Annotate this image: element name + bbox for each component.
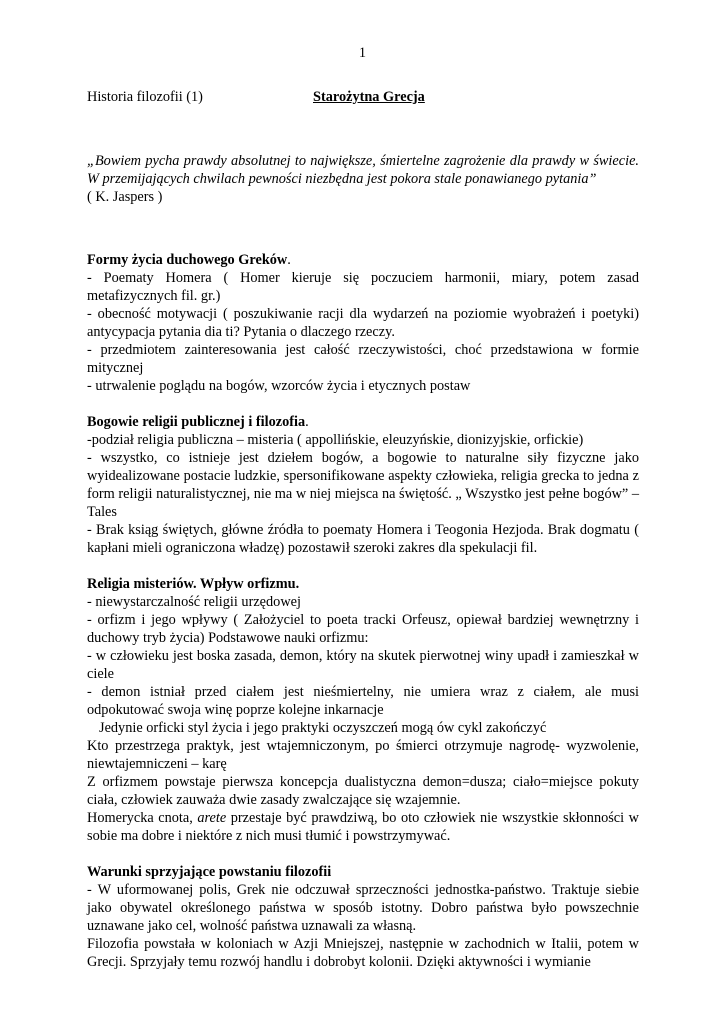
paragraph: Kto przestrzega praktyk, jest wtajemniczonym, po śmierci otrzymuje nagrodę- wyzwolenie, niewtajemniczeni – karę	[87, 738, 639, 772]
section-heading: Warunki sprzyjające powstaniu filozofii	[87, 864, 332, 880]
section-misteria	[87, 575, 639, 845]
paragraph: - obecność motywacji ( poszukiwanie racji dla wydarzeń na poziomie wyobrażeń i poetyki) antycypacja pytania dia ti? Pytania o dlaczego rzeczy.	[87, 306, 639, 340]
course-title: Historia filozofii (1)	[87, 89, 203, 105]
section-bogowie	[87, 413, 639, 557]
paragraph: -podział religia publiczna – misteria ( appollińskie, eleuzyńskie, dionizyjskie, orfickie)	[87, 432, 584, 448]
document-title: Starożytna Grecja	[313, 89, 425, 105]
section-warunki	[87, 863, 639, 971]
paragraph: - demon istniał przed ciałem jest nieśmiertelny, nie umiera wraz z ciałem, ale musi odpokutować swoja winę poprze kolejne inkarnacje	[87, 684, 639, 718]
paragraph: Jedynie orficki styl życia i jego praktyki oczyszczeń mogą ów cykl zakończyć	[99, 720, 547, 736]
paragraph: - wszystko, co istnieje jest dziełem bogów, a bogowie to naturalne siły fizyczne jako wyidealizowane postacie ludzkie, spersonifikowane aspekty człowieka, religia grecka to jedna z form religii naturalistycznej, nie ma w niej miejsca na świętość. „ Wszystko jest pełne bogów” – Tales	[87, 450, 639, 520]
paragraph: - Poematy Homera ( Homer kieruje się poczuciem harmonii, miary, potem zasad metafizycznych fil. gr.)	[87, 270, 639, 304]
epigraph-author: ( K. Jaspers )	[87, 189, 163, 205]
paragraph: - Brak ksiąg świętych, główne źródła to poematy Homera i Teogonia Hezjoda. Brak dogmatu ( kapłani mieli ograniczona władzę) pozostawił szeroki zakres dla spekulacji fil.	[87, 522, 639, 556]
paragraph: - utrwalenie poglądu na bogów, wzorców życia i etycznych postaw	[87, 378, 471, 394]
paragraph: - niewystarczalność religii urzędowej	[87, 594, 301, 610]
epigraph	[87, 152, 639, 206]
paragraph: - orfizm i jego wpływy ( Założyciel to poeta tracki Orfeusz, opiewał bardziej wewnętrzny i duchowy tryb życia) Podstawowe nauki orfizmu:	[87, 612, 639, 646]
paragraph: - w człowieku jest boska zasada, demon, który na skutek pierwotnej winy upadł i zamieszkał w ciele	[87, 648, 639, 682]
document-body	[87, 251, 639, 989]
paragraph: Z orfizmem powstaje pierwsza koncepcja dualistyczna demon=dusza; ciało=miejsce pokuty ciała, człowiek zauważa dwie zasady zwalczające się wzajemnie.	[87, 774, 639, 808]
section-formy-zycia	[87, 251, 639, 395]
page-number: 1	[358, 45, 367, 61]
paragraph: - W uformowanej polis, Grek nie odczuwał sprzeczności jednostka-państwo. Traktuje siebie jako obywatel określonego państwa w sposób istotny. Dobro państwa było powszechnie uznawane jako cel, wolność państwa uznawali za własną.	[87, 882, 639, 934]
paragraph: Homerycka cnota, arete przestaje być prawdziwą, bo oto człowiek nie wszystkie skłonności w sobie ma dobre i niektóre z nich musi tłumić i powstrzymywać.	[87, 810, 640, 844]
section-heading: Formy życia duchowego Greków.	[87, 252, 291, 268]
section-heading: Bogowie religii publicznej i filozofia.	[87, 414, 309, 430]
paragraph: - przedmiotem zainteresowania jest całość rzeczywistości, choć przedstawiona w formie mitycznej	[87, 342, 639, 376]
section-heading: Religia misteriów. Wpływ orfizmu.	[87, 576, 300, 592]
paragraph: Filozofia powstała w koloniach w Azji Mniejszej, następnie w zachodnich w Italii, potem w Grecji. Sprzyjały temu rozwój handlu i dobrobyt kolonii. Dzięki aktywności i wymianie	[87, 936, 639, 970]
epigraph-quote: „Bowiem pycha prawdy absolutnej to największe, śmiertelne zagrożenie dla prawdy w świecie. W przemijających chwilach pewności niezbędna jest pokora stale ponawianego pytania”	[87, 153, 639, 187]
